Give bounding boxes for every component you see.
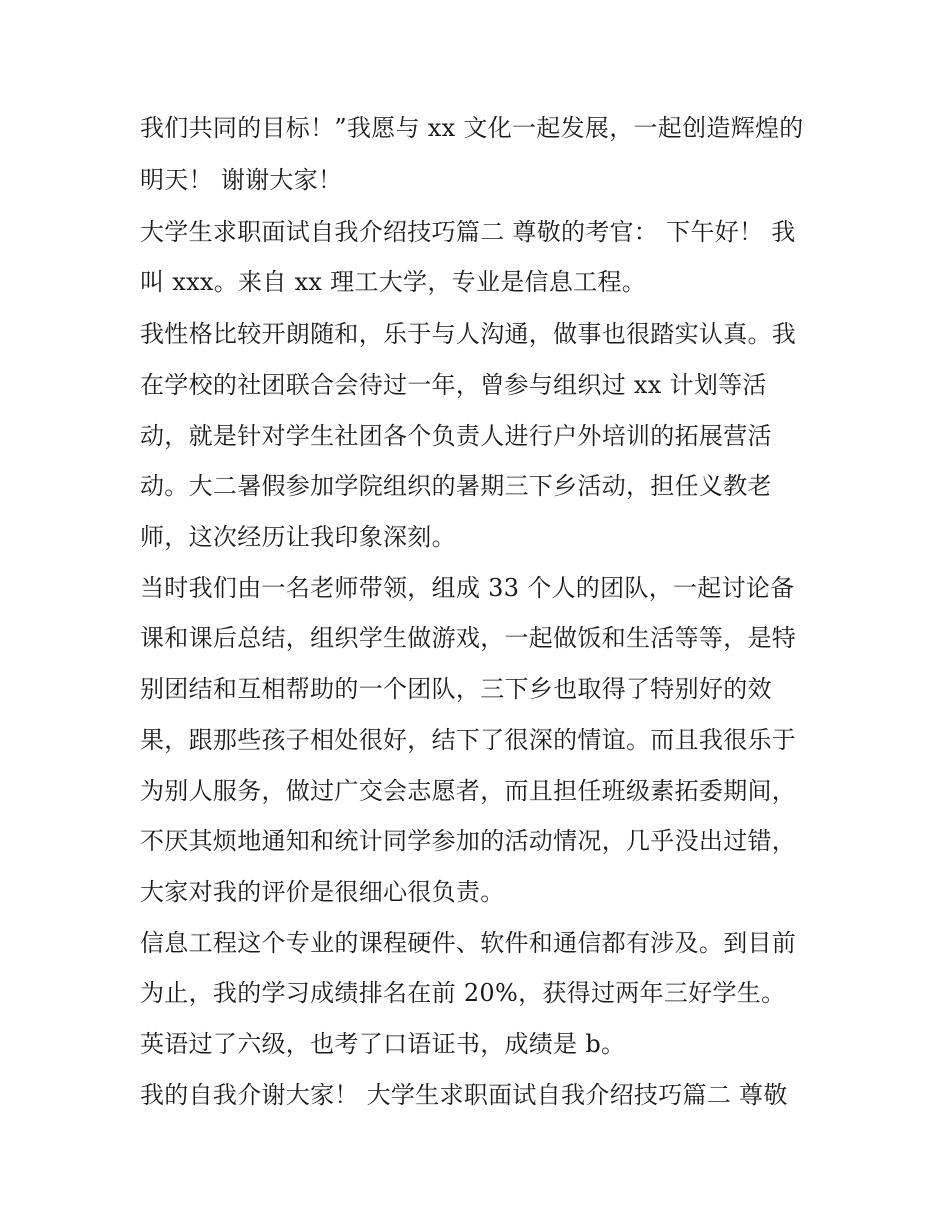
text-line: 叫 xxx。来自 xx 理工大学，专业是信息工程。 (140, 268, 647, 296)
text-line: 当时我们由一名老师带领，组成 33 个人的团队，一起讨论备 (140, 574, 795, 602)
text-line: 大学生求职面试自我介绍技巧篇二 尊敬的考官： 下午好！ 我 (140, 218, 796, 246)
text-line: 不厌其烦地通知和统计同学参加的活动情况，几乎没出过错， (140, 827, 797, 855)
text-line: 动，就是针对学生社团各个负责人进行户外培训的拓展营活 (140, 422, 772, 450)
text-line: 为止，我的学习成绩排名在前 20%，获得过两年三好学生。 (140, 979, 786, 1007)
text-line: 我的自我介谢大家！ 大学生求职面试自我介绍技巧篇二 尊敬 (140, 1081, 788, 1109)
text-line: 在学校的社团联合会待过一年，曾参与组织过 xx 计划等活 (140, 371, 767, 399)
text-line: 信息工程这个专业的课程硬件、软件和通信都有涉及。到目前 (140, 929, 797, 957)
text-line: 我性格比较开朗随和，乐于与人沟通，做事也很踏实认真。我 (140, 320, 797, 348)
text-line: 我们共同的目标！”我愿与 xx 文化一起发展，一起创造辉煌的 (140, 114, 804, 142)
text-line: 动。大二暑假参加学院组织的暑期三下乡活动，担任义教老 (140, 472, 772, 500)
text-line: 课和课后总结，组织学生做游戏，一起做饭和生活等等，是特 (140, 624, 797, 652)
text-line: 大家对我的评价是很细心很负责。 (140, 878, 505, 906)
text-line: 师，这次经历让我印象深刻。 (140, 523, 456, 551)
text-line: 果，跟那些孩子相处很好，结下了很深的情谊。而且我很乐于 (140, 726, 797, 754)
text-line: 为别人服务，做过广交会志愿者，而且担任班级素拓委期间， (140, 777, 797, 805)
text-line: 别团结和互相帮助的一个团队，三下乡也取得了特别好的效 (140, 675, 772, 703)
text-line: 英语过了六级，也考了口语证书，成绩是 b。 (140, 1030, 626, 1058)
text-line: 明天！ 谢谢大家！ (140, 166, 343, 194)
